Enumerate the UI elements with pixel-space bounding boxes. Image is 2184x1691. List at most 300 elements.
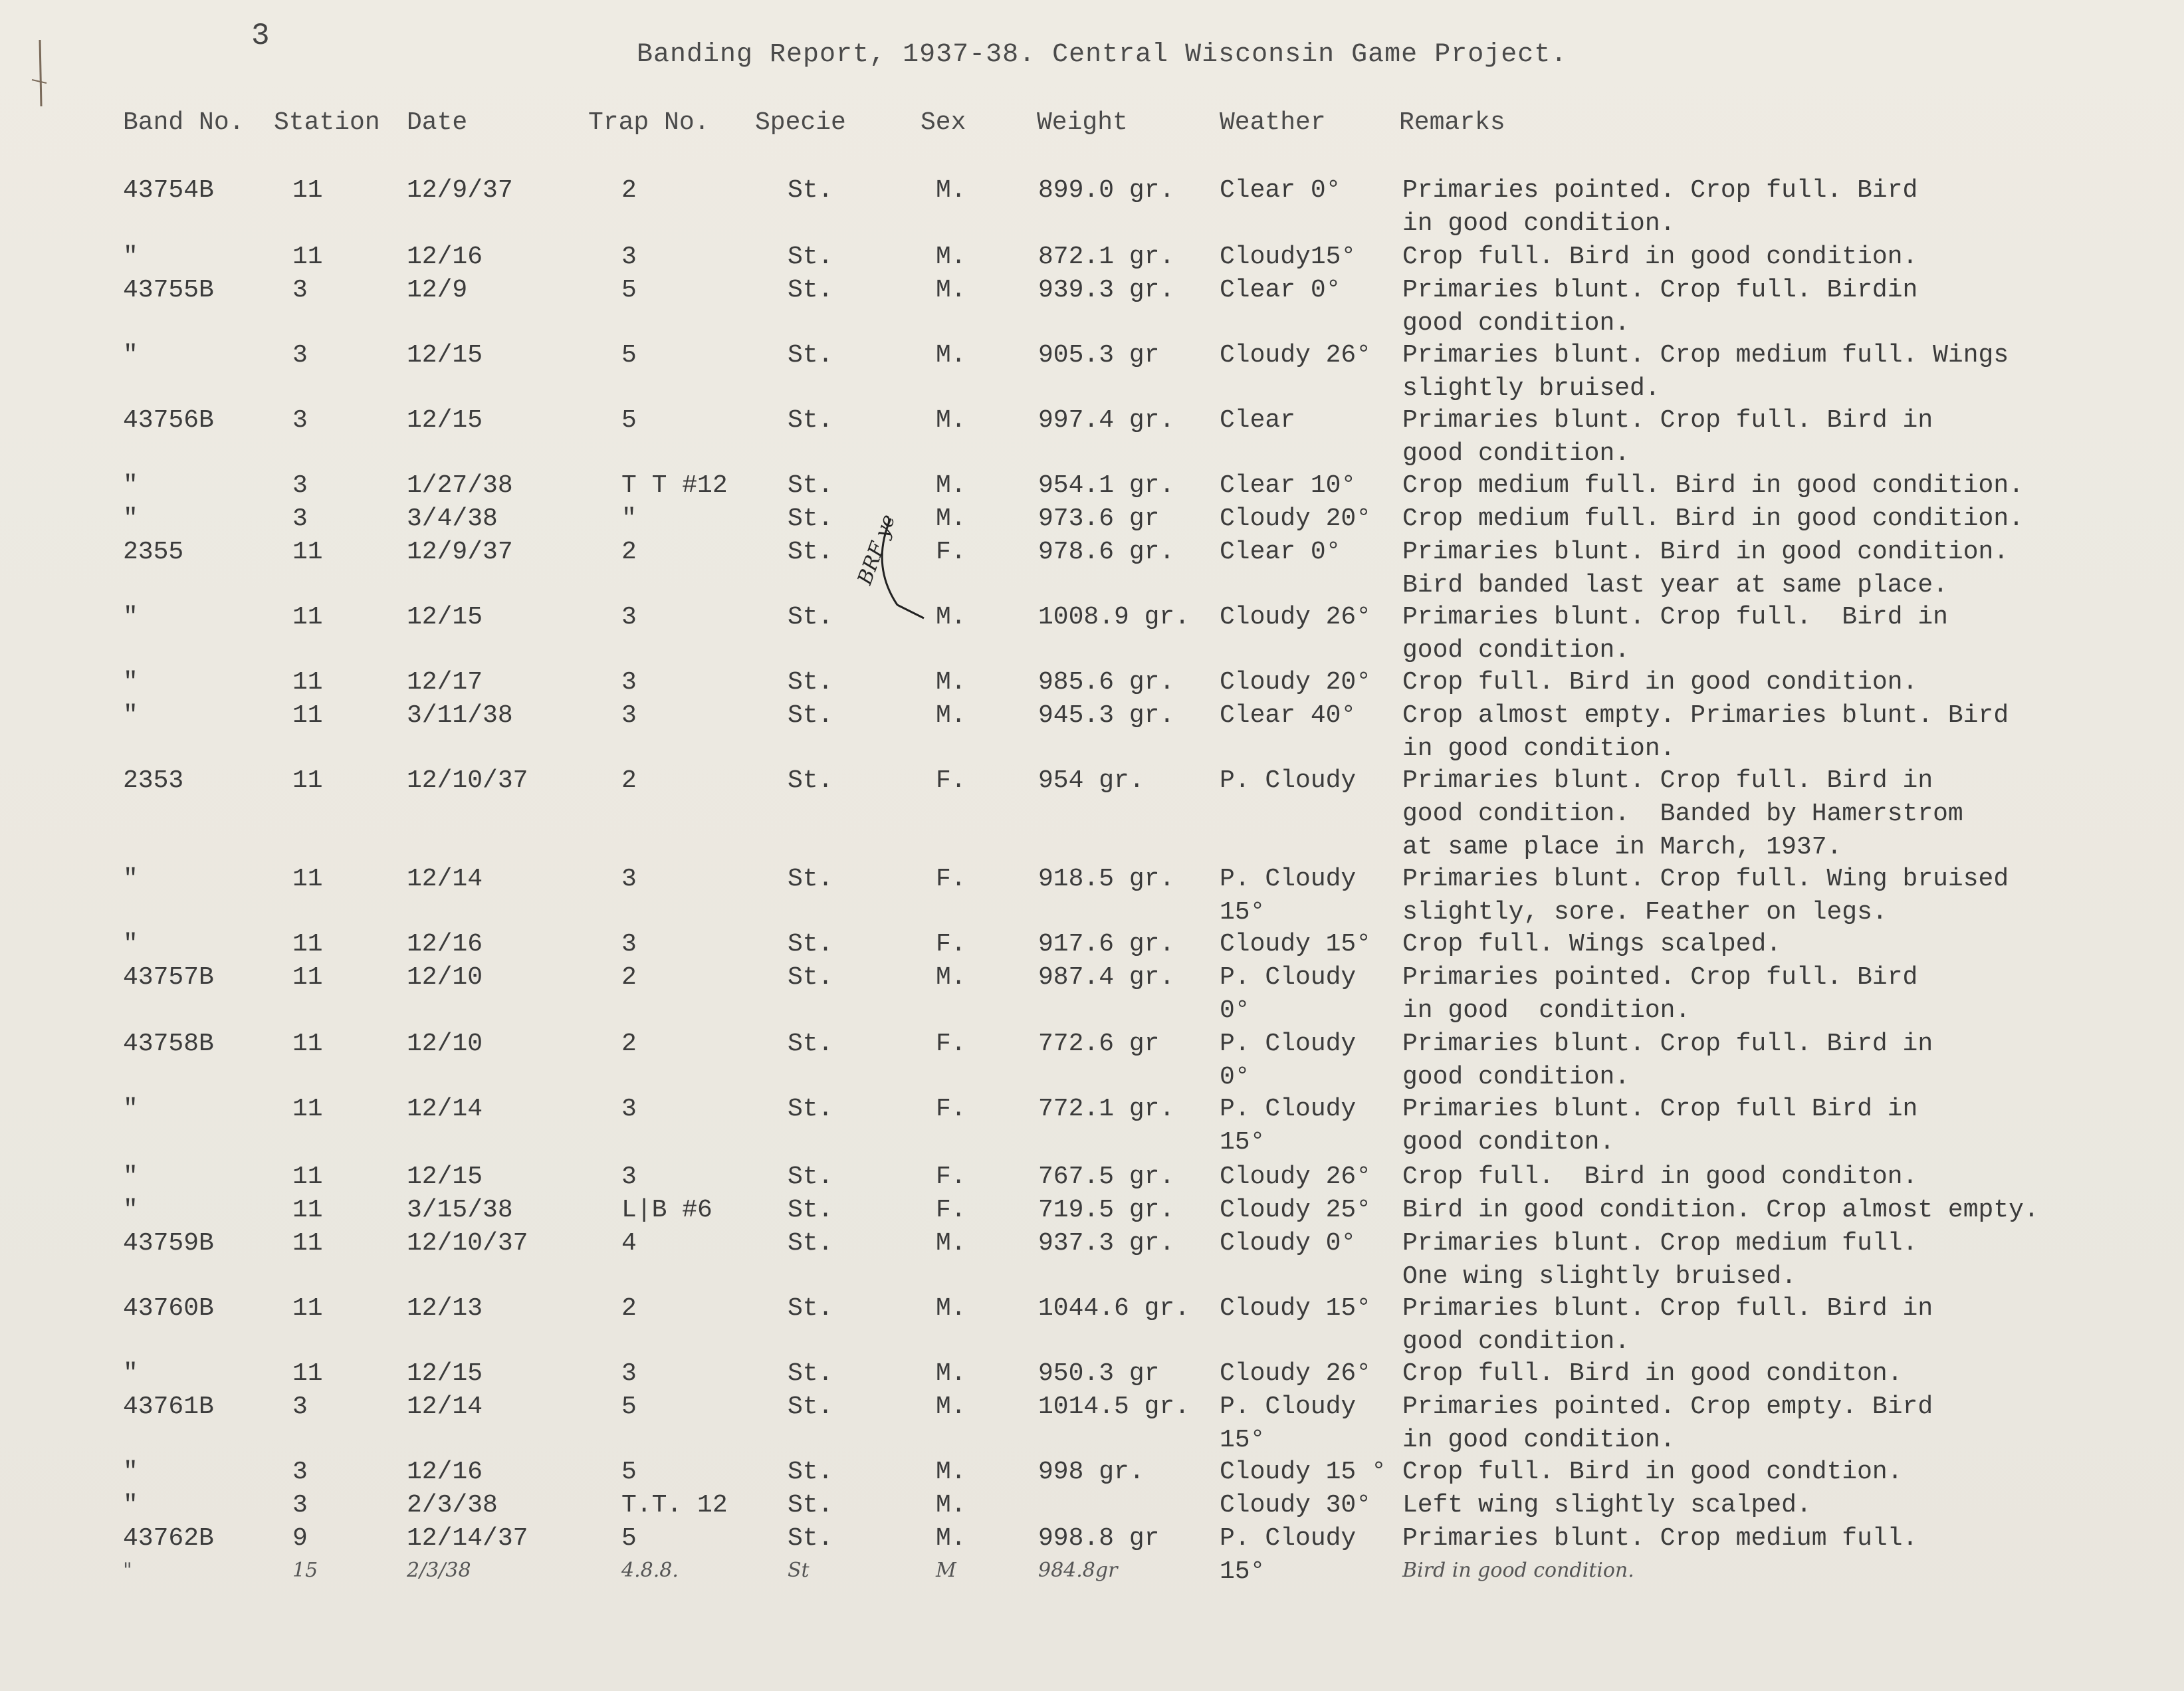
- remarks-line: Primaries blunt. Crop full. Bird in: [1402, 406, 1933, 435]
- cell-sex: F.: [936, 865, 966, 893]
- cell-weight: 939.3 gr.: [1038, 276, 1175, 304]
- cell-station: 11: [292, 1294, 323, 1323]
- remarks-line: Bird in good condition. Crop almost empty.: [1402, 1196, 2039, 1224]
- cell-specie: St.: [788, 406, 833, 435]
- remarks-line: slightly, sore. Feather on legs.: [1402, 898, 1888, 927]
- cell-remarks: [1402, 1093, 1917, 1159]
- cell-specie: St.: [788, 1294, 833, 1323]
- cell-specie: St.: [788, 963, 833, 992]
- cell-date: 12/13: [407, 1294, 483, 1323]
- cell-weight: 998.8 gr: [1038, 1524, 1160, 1553]
- cell-trap-no: 2: [621, 1294, 637, 1323]
- cell-station: 15: [292, 1559, 318, 1582]
- cell-specie: St: [788, 1559, 810, 1582]
- cell-trap-no: 5: [621, 1458, 637, 1486]
- cell-remarks: [1402, 1357, 1903, 1391]
- cell-band-no: 43760B: [123, 1294, 214, 1323]
- weather-line: Cloudy 15°: [1220, 930, 1372, 958]
- cell-weather: [1220, 339, 1371, 372]
- cell-remarks: [1402, 241, 1917, 274]
- cell-date: 12/10: [407, 1030, 483, 1058]
- cell-sex: M.: [936, 243, 966, 271]
- weather-line: Clear 0°: [1220, 276, 1341, 304]
- cell-weight: 954 gr.: [1038, 766, 1145, 795]
- cell-weather: [1220, 1357, 1371, 1391]
- cell-weather: [1220, 699, 1356, 733]
- cell-station: 11: [292, 243, 323, 271]
- cell-sex: M.: [936, 701, 966, 730]
- cell-sex: M.: [936, 505, 966, 533]
- cell-specie: St.: [788, 1229, 833, 1258]
- cell-specie: St.: [788, 1393, 833, 1421]
- remarks-line: Crop full. Wings scalped.: [1402, 930, 1782, 958]
- cell-band-no: ": [123, 471, 138, 500]
- cell-specie: St.: [788, 1524, 833, 1553]
- cell-remarks: [1402, 1489, 1812, 1522]
- remarks-line: at same place in March, 1937.: [1402, 833, 1842, 861]
- weather-line: 15°: [1220, 1426, 1265, 1454]
- cell-band-no: ": [123, 1095, 138, 1123]
- weather-line: Clear: [1220, 406, 1296, 435]
- cell-weight: 772.6 gr: [1038, 1030, 1160, 1058]
- remarks-line: Bird in good condition.: [1402, 1559, 1634, 1582]
- cell-band-no: ": [123, 1491, 138, 1520]
- page-number: 3: [251, 19, 270, 53]
- cell-trap-no: 5: [621, 341, 637, 370]
- cell-remarks: [1402, 1456, 1903, 1489]
- cell-sex: F.: [936, 1196, 966, 1224]
- cell-date: 12/17: [407, 668, 483, 697]
- cell-weight: 987.4 gr.: [1038, 963, 1175, 992]
- cell-remarks: [1402, 503, 2024, 536]
- cell-station: 3: [292, 406, 308, 435]
- cell-trap-no: 5: [621, 406, 637, 435]
- cell-band-no: 43756B: [123, 406, 214, 435]
- cell-trap-no: T.T. 12: [621, 1491, 728, 1520]
- remarks-line: good condition.: [1402, 439, 1630, 468]
- cell-weight: 978.6 gr.: [1038, 538, 1175, 566]
- margin-annotation: [844, 499, 937, 631]
- weather-line: P. Cloudy: [1220, 1524, 1357, 1553]
- cell-weight: 899.0 gr.: [1038, 176, 1175, 205]
- cell-date: 12/10: [407, 963, 483, 992]
- cell-station: 11: [292, 1163, 323, 1191]
- weather-line: Cloudy 0°: [1220, 1229, 1357, 1258]
- header-date: Date: [407, 108, 468, 137]
- cell-specie: St.: [788, 243, 833, 271]
- weather-line: Cloudy 26°: [1220, 341, 1372, 370]
- cell-sex: F.: [936, 1030, 966, 1058]
- remarks-line: Primaries blunt. Bird in good condition.: [1402, 538, 2009, 566]
- cell-station: 11: [292, 963, 323, 992]
- remarks-line: good condition.: [1402, 1063, 1630, 1091]
- cell-remarks: [1402, 469, 2024, 503]
- weather-line: 15°: [1220, 898, 1265, 927]
- remarks-line: Primaries pointed. Crop empty. Bird: [1402, 1393, 1933, 1421]
- cell-sex: M.: [936, 1229, 966, 1258]
- weather-line: P. Cloudy: [1220, 1393, 1357, 1421]
- cell-station: 3: [292, 1393, 308, 1421]
- weather-line: 0°: [1220, 996, 1250, 1025]
- cell-trap-no: 4: [621, 1229, 637, 1258]
- cell-remarks: [1402, 1391, 1933, 1457]
- cell-date: 12/15: [407, 341, 483, 370]
- header-weight: Weight: [1037, 108, 1128, 137]
- cell-specie: St.: [788, 276, 833, 304]
- cell-weight: 984.8gr: [1038, 1559, 1118, 1582]
- cell-station: 3: [292, 276, 308, 304]
- weather-line: 0°: [1220, 1063, 1250, 1091]
- cell-specie: St.: [788, 701, 833, 730]
- remarks-line: Primaries pointed. Crop full. Bird: [1402, 176, 1918, 205]
- remarks-line: Primaries blunt. Crop full. Bird in: [1402, 766, 1933, 795]
- cell-sex: M.: [936, 276, 966, 304]
- cell-trap-no: 3: [621, 243, 637, 271]
- remarks-line: Crop full. Bird in good condition.: [1402, 668, 1918, 697]
- cell-weather: [1220, 404, 1295, 437]
- cell-trap-no: 2: [621, 176, 637, 205]
- cell-station: 11: [292, 176, 323, 205]
- cell-band-no: 2353: [123, 766, 184, 795]
- cell-station: 9: [292, 1524, 308, 1553]
- remarks-line: One wing slightly bruised.: [1402, 1262, 1797, 1291]
- cell-remarks: [1402, 174, 1917, 241]
- cell-station: 11: [292, 668, 323, 697]
- cell-weight: 937.3 gr.: [1038, 1229, 1175, 1258]
- remarks-line: Primaries blunt. Crop full. Birdin: [1402, 276, 1918, 304]
- cell-remarks: [1402, 404, 1933, 471]
- cell-weather: [1220, 503, 1371, 536]
- cell-remarks: [1402, 764, 1963, 864]
- cell-weather: [1220, 469, 1356, 503]
- cell-specie: St.: [788, 341, 833, 370]
- cell-remarks: [1402, 961, 1917, 1028]
- cell-weather: [1220, 1292, 1371, 1325]
- cell-specie: St.: [788, 1095, 833, 1123]
- cell-trap-no: 2: [621, 766, 637, 795]
- remarks-line: Crop full. Bird in good conditon.: [1402, 1359, 1903, 1388]
- cell-band-no: ": [123, 603, 138, 631]
- cell-specie: St.: [788, 176, 833, 205]
- cell-band-no: ": [123, 243, 138, 271]
- cell-remarks: [1402, 666, 1917, 699]
- weather-line: Cloudy 30°: [1220, 1491, 1372, 1520]
- margin-pencil-mark: [27, 33, 66, 113]
- cell-specie: St.: [788, 865, 833, 893]
- cell-specie: St.: [788, 505, 833, 533]
- remarks-line: Bird banded last year at same place.: [1402, 571, 1948, 600]
- remarks-line: Primaries blunt. Crop medium full.: [1402, 1524, 1918, 1553]
- cell-trap-no: 3: [621, 865, 637, 893]
- remarks-line: in good condition.: [1402, 734, 1676, 763]
- remarks-line: Primaries pointed. Crop full. Bird: [1402, 963, 1918, 992]
- cell-remarks: [1402, 863, 2009, 929]
- cell-date: 12/15: [407, 1359, 483, 1388]
- cell-station: 3: [292, 1491, 308, 1520]
- cell-trap-no: 3: [621, 1095, 637, 1123]
- cell-station: 11: [292, 603, 323, 631]
- cell-date: 3/11/38: [407, 701, 513, 730]
- cell-trap-no: L|B #6: [621, 1196, 712, 1224]
- cell-band-no: ": [123, 505, 138, 533]
- remarks-line: Primaries blunt. Crop full. Bird in: [1402, 603, 1948, 631]
- cell-station: 11: [292, 1359, 323, 1388]
- cell-date: 12/14: [407, 1393, 483, 1421]
- cell-weight: 719.5 gr.: [1038, 1196, 1175, 1224]
- cell-remarks: [1402, 699, 2009, 766]
- cell-weight: 950.3 gr: [1038, 1359, 1160, 1388]
- cell-band-no: 43759B: [123, 1229, 214, 1258]
- cell-weather: [1220, 1456, 1386, 1489]
- cell-band-no: ": [123, 701, 138, 730]
- remarks-line: good condition.: [1402, 309, 1630, 338]
- cell-specie: St.: [788, 471, 833, 500]
- header-station: Station: [274, 108, 380, 137]
- cell-trap-no: T T #12: [621, 471, 728, 500]
- cell-band-no: ": [123, 865, 138, 893]
- cell-weather: [1220, 764, 1356, 798]
- cell-sex: F.: [936, 1095, 966, 1123]
- remarks-line: good conditon.: [1402, 1128, 1615, 1157]
- cell-date: 12/9/37: [407, 538, 513, 566]
- cell-weight: 973.6 gr: [1038, 505, 1160, 533]
- cell-band-no: 43757B: [123, 963, 214, 992]
- cell-band-no: 43761B: [123, 1393, 214, 1421]
- remarks-line: slightly bruised.: [1402, 374, 1660, 403]
- remarks-line: in good condition.: [1402, 996, 1691, 1025]
- cell-station: 11: [292, 1030, 323, 1058]
- remarks-line: good condition.: [1402, 1327, 1630, 1356]
- weather-line: Cloudy15°: [1220, 243, 1357, 271]
- remarks-line: Primaries blunt. Crop full. Bird in: [1402, 1294, 1933, 1323]
- cell-specie: St.: [788, 1030, 833, 1058]
- weather-line: Cloudy 20°: [1220, 505, 1372, 533]
- cell-weight: 767.5 gr.: [1038, 1163, 1175, 1191]
- cell-date: 12/14: [407, 865, 483, 893]
- cell-date: 12/14: [407, 1095, 483, 1123]
- cell-station: 11: [292, 1095, 323, 1123]
- weather-line: Cloudy 15°: [1220, 1294, 1372, 1323]
- cell-weight: 917.6 gr.: [1038, 930, 1175, 958]
- cell-station: 11: [292, 1229, 323, 1258]
- weather-line: Cloudy 20°: [1220, 668, 1372, 697]
- cell-station: 11: [292, 930, 323, 958]
- cell-trap-no: 2: [621, 1030, 637, 1058]
- cell-remarks: [1402, 1194, 2039, 1227]
- cell-date: 12/15: [407, 1163, 483, 1191]
- cell-weather: [1220, 536, 1341, 569]
- header-sex: Sex: [921, 108, 966, 137]
- cell-band-no: 43755B: [123, 276, 214, 304]
- cell-weather: [1220, 863, 1356, 929]
- cell-trap-no: 2: [621, 963, 637, 992]
- cell-station: 11: [292, 766, 323, 795]
- cell-date: 12/9: [407, 276, 468, 304]
- cell-sex: M.: [936, 1294, 966, 1323]
- cell-specie: St.: [788, 1163, 833, 1191]
- cell-sex: M.: [936, 471, 966, 500]
- weather-line: Clear 0°: [1220, 538, 1341, 566]
- cell-specie: St.: [788, 603, 833, 631]
- cell-band-no: ": [123, 1458, 138, 1486]
- weather-line: Cloudy 26°: [1220, 1163, 1372, 1191]
- cell-remarks: [1402, 339, 2009, 405]
- weather-line: Clear 0°: [1220, 176, 1341, 205]
- cell-sex: M.: [936, 963, 966, 992]
- cell-weight: 772.1 gr.: [1038, 1095, 1175, 1123]
- cell-sex: M.: [936, 406, 966, 435]
- cell-sex: M.: [936, 1524, 966, 1553]
- cell-sex: M.: [936, 603, 966, 631]
- remarks-line: Primaries blunt. Crop full. Wing bruised: [1402, 865, 2009, 893]
- weather-line: P. Cloudy: [1220, 963, 1357, 992]
- cell-weather: [1220, 1227, 1356, 1260]
- cell-band-no: ": [123, 341, 138, 370]
- cell-sex: F.: [936, 766, 966, 795]
- remarks-line: Primaries blunt. Crop full Bird in: [1402, 1095, 1918, 1123]
- remarks-line: Primaries blunt. Crop medium full. Wings: [1402, 341, 2009, 370]
- cell-sex: M.: [936, 341, 966, 370]
- cell-band-no: 43754B: [123, 176, 214, 205]
- remarks-line: Crop medium full. Bird in good condition.: [1402, 471, 2024, 500]
- cell-weather: [1220, 928, 1371, 961]
- cell-band-no: ": [123, 1559, 132, 1582]
- cell-weather: [1220, 274, 1341, 307]
- cell-weight: 945.3 gr.: [1038, 701, 1175, 730]
- remarks-line: Crop almost empty. Primaries blunt. Bird: [1402, 701, 2009, 730]
- cell-specie: St.: [788, 1491, 833, 1520]
- cell-date: 3/15/38: [407, 1196, 513, 1224]
- cell-sex: M.: [936, 1458, 966, 1486]
- cell-weight: 1044.6 gr.: [1038, 1294, 1190, 1323]
- cell-remarks: [1402, 1292, 1933, 1359]
- weather-line: P. Cloudy: [1220, 865, 1357, 893]
- cell-trap-no: 5: [621, 1393, 637, 1421]
- remarks-line: Crop full. Bird in good condtion.: [1402, 1458, 1903, 1486]
- cell-trap-no: ": [621, 505, 637, 533]
- cell-weight: 998 gr.: [1038, 1458, 1145, 1486]
- cell-station: 11: [292, 865, 323, 893]
- weather-line: P. Cloudy: [1220, 766, 1357, 795]
- cell-sex: M: [936, 1559, 956, 1582]
- cell-remarks: [1402, 601, 1948, 667]
- cell-specie: St.: [788, 1458, 833, 1486]
- cell-date: 1/27/38: [407, 471, 513, 500]
- cell-specie: St.: [788, 1359, 833, 1388]
- cell-band-no: ": [123, 1163, 138, 1191]
- cell-weather: [1220, 174, 1341, 207]
- cell-band-no: ": [123, 1196, 138, 1224]
- remarks-line: good condition.: [1402, 636, 1630, 665]
- cell-weather: [1220, 1028, 1356, 1094]
- remarks-line: good condition. Banded by Hamerstrom: [1402, 800, 1963, 828]
- cell-sex: M.: [936, 176, 966, 205]
- report-title: Banding Report, 1937-38. Central Wisconsin Game Project.: [637, 40, 1568, 70]
- cell-weight: 918.5 gr.: [1038, 865, 1175, 893]
- cell-sex: F.: [936, 538, 966, 566]
- cell-band-no: ": [123, 668, 138, 697]
- cell-trap-no: 5: [621, 276, 637, 304]
- cell-weather: [1220, 1093, 1356, 1159]
- cell-band-no: 43758B: [123, 1030, 214, 1058]
- cell-station: 11: [292, 1196, 323, 1224]
- cell-specie: St.: [788, 538, 833, 566]
- cell-weight: 985.6 gr.: [1038, 668, 1175, 697]
- cell-date: 12/15: [407, 406, 483, 435]
- cell-weather: [1220, 1161, 1371, 1194]
- weather-line: P. Cloudy: [1220, 1095, 1357, 1123]
- remarks-line: Crop medium full. Bird in good condition.: [1402, 505, 2024, 533]
- cell-weather: [1220, 1522, 1356, 1589]
- cell-station: 3: [292, 341, 308, 370]
- weather-line: P. Cloudy: [1220, 1030, 1357, 1058]
- weather-line: Cloudy 26°: [1220, 603, 1372, 631]
- cell-weather: [1220, 1489, 1371, 1522]
- cell-trap-no: 3: [621, 668, 637, 697]
- cell-remarks: [1402, 1028, 1933, 1094]
- cell-remarks: [1402, 274, 1917, 340]
- cell-date: 12/9/37: [407, 176, 513, 205]
- cell-date: 12/16: [407, 243, 483, 271]
- cell-specie: St.: [788, 930, 833, 958]
- remarks-line: Primaries blunt. Crop full. Bird in: [1402, 1030, 1933, 1058]
- cell-station: 3: [292, 471, 308, 500]
- cell-date: 12/10/37: [407, 1229, 528, 1258]
- cell-station: 3: [292, 1458, 308, 1486]
- header-weather: Weather: [1220, 108, 1326, 137]
- cell-band-no: 43762B: [123, 1524, 214, 1553]
- cell-specie: St.: [788, 1196, 833, 1224]
- cell-sex: F.: [936, 930, 966, 958]
- cell-specie: St.: [788, 668, 833, 697]
- cell-weather: [1220, 961, 1356, 1028]
- cell-weather: [1220, 601, 1371, 634]
- cell-band-no: ": [123, 1359, 138, 1388]
- cell-sex: M.: [936, 1491, 966, 1520]
- weather-line: Cloudy 26°: [1220, 1359, 1372, 1388]
- cell-sex: M.: [936, 668, 966, 697]
- cell-trap-no: 5: [621, 1524, 637, 1553]
- weather-line: Clear 40°: [1220, 701, 1357, 730]
- cell-station: 11: [292, 701, 323, 730]
- cell-station: 11: [292, 538, 323, 566]
- cell-date: 12/14/37: [407, 1524, 528, 1553]
- cell-trap-no: 3: [621, 701, 637, 730]
- cell-weather: [1220, 1391, 1356, 1457]
- cell-trap-no: 4.8.8.: [621, 1559, 679, 1582]
- weather-line: 15°: [1220, 1128, 1265, 1157]
- cell-band-no: 2355: [123, 538, 184, 566]
- header-band-no: Band No.: [123, 108, 245, 137]
- cell-weight: 872.1 gr.: [1038, 243, 1175, 271]
- remarks-line: in good condition.: [1402, 1426, 1676, 1454]
- cell-weather: [1220, 1194, 1371, 1227]
- header-remarks: Remarks: [1399, 108, 1505, 137]
- cell-sex: M.: [936, 1393, 966, 1421]
- cell-trap-no: 3: [621, 1163, 637, 1191]
- cell-remarks: [1402, 1554, 1634, 1587]
- remarks-line: in good condition.: [1402, 209, 1676, 238]
- cell-weight: 997.4 gr.: [1038, 406, 1175, 435]
- cell-date: 12/10/37: [407, 766, 528, 795]
- margin-annotation-text: BRF ye: [853, 511, 901, 588]
- cell-remarks: [1402, 928, 1781, 961]
- cell-weight: 1008.9 gr.: [1038, 603, 1190, 631]
- cell-trap-no: 3: [621, 1359, 637, 1388]
- cell-remarks: [1402, 1227, 1917, 1294]
- cell-trap-no: 3: [621, 930, 637, 958]
- cell-date: 2/3/38: [407, 1491, 498, 1520]
